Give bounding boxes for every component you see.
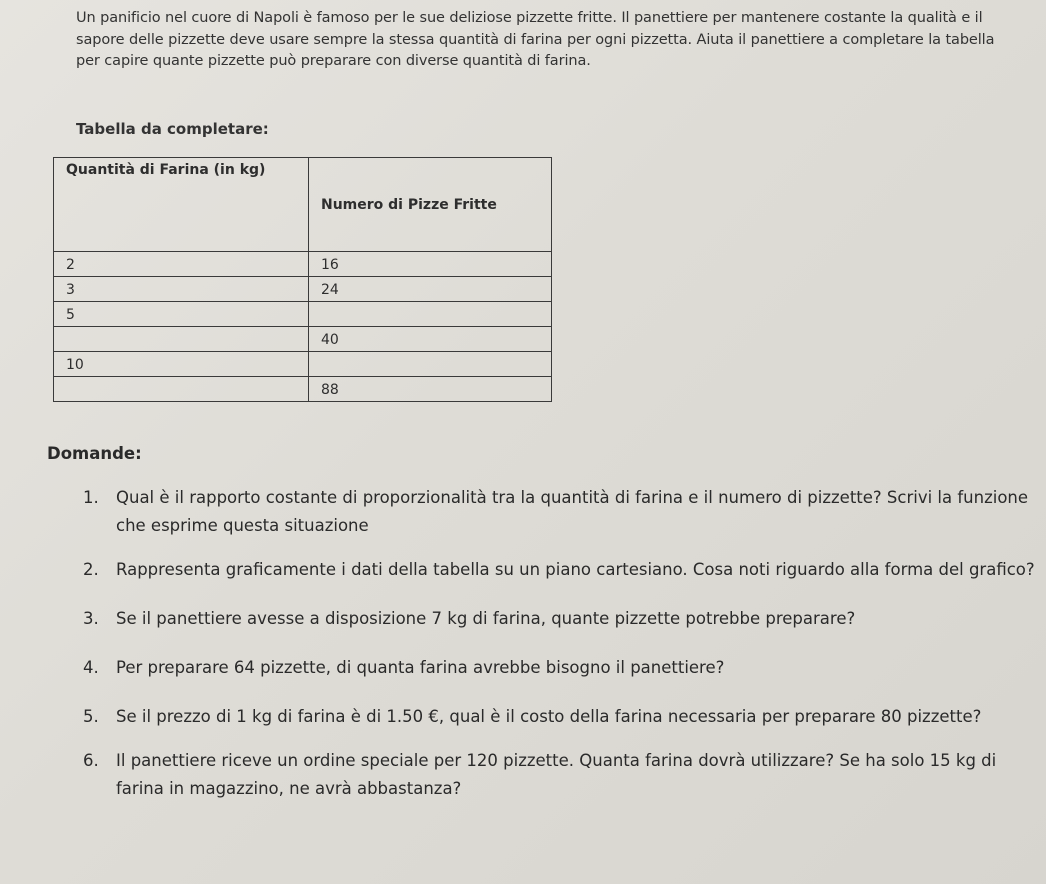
cell-pizzas: 24 [309,277,552,302]
question-number: 6. [83,751,99,770]
cell-pizzas: 40 [309,327,552,352]
table-row [54,377,552,402]
cell-pizzas: 16 [309,252,552,277]
question-text: Per preparare 64 pizzette, di quanta farina avrebbe bisogno il panettiere? [116,658,725,677]
question-number: 5. [83,707,99,726]
flour-pizza-table [53,157,552,402]
cell-flour [54,327,309,352]
header-pizza-count: Numero di Pizze Fritte [309,158,552,252]
cell-pizzas [309,302,552,327]
question-number: 3. [83,609,99,628]
intro-paragraph: Un panificio nel cuore di Napoli è famoso per le sue deliziose pizzette fritte. Il panettiere per mantenere costante la qualità e il sapore delle pizzette deve usare sempre la stessa quantità di farina per ogni pizzetta. Aiuta il panettiere a completare la tabella per capire quante pizzette può preparare con diverse quantità di farina. [76,10,995,69]
question-item [83,484,1043,540]
question-number: 2. [83,560,99,579]
cell-pizzas: 88 [309,377,552,402]
cell-flour [54,377,309,402]
table-row [54,352,552,377]
question-text: Qual è il rapporto costante di proporzionalità tra la quantità di farina e il numero di pizzette? Scrivi la funzione che esprime questa situazione [116,488,1029,535]
question-text: Se il panettiere avesse a disposizione 7 kg di farina, quante pizzette potrebbe preparare? [116,609,856,628]
table-header-row [54,158,552,252]
question-item [83,747,1043,803]
question-item [83,556,1043,584]
questions-list [83,484,1043,803]
table-row [54,277,552,302]
question-item [83,605,1043,633]
cell-flour: 3 [54,277,309,302]
question-number: 4. [83,658,99,677]
table-row [54,327,552,352]
cell-flour: 5 [54,302,309,327]
header-flour-quantity: Quantità di Farina (in kg) [54,158,309,252]
table-row [54,302,552,327]
table-row [54,252,552,277]
cell-flour: 2 [54,252,309,277]
question-item [83,703,1043,731]
cell-flour: 10 [54,352,309,377]
questions-title: Domande: [47,444,142,463]
table-title: Tabella da completare: [76,120,269,138]
question-item [83,654,1043,682]
question-number: 1. [83,488,99,507]
question-text: Se il prezzo di 1 kg di farina è di 1.50 €, qual è il costo della farina necessaria per preparare 80 pizzette? [116,707,982,726]
question-text: Rappresenta graficamente i dati della tabella su un piano cartesiano. Cosa noti riguardo alla forma del grafico? [116,560,1035,579]
cell-pizzas [309,352,552,377]
question-text: Il panettiere riceve un ordine speciale per 120 pizzette. Quanta farina dovrà utilizzare? Se ha solo 15 kg di farina in magazzino, ne avrà abbastanza? [116,751,997,798]
